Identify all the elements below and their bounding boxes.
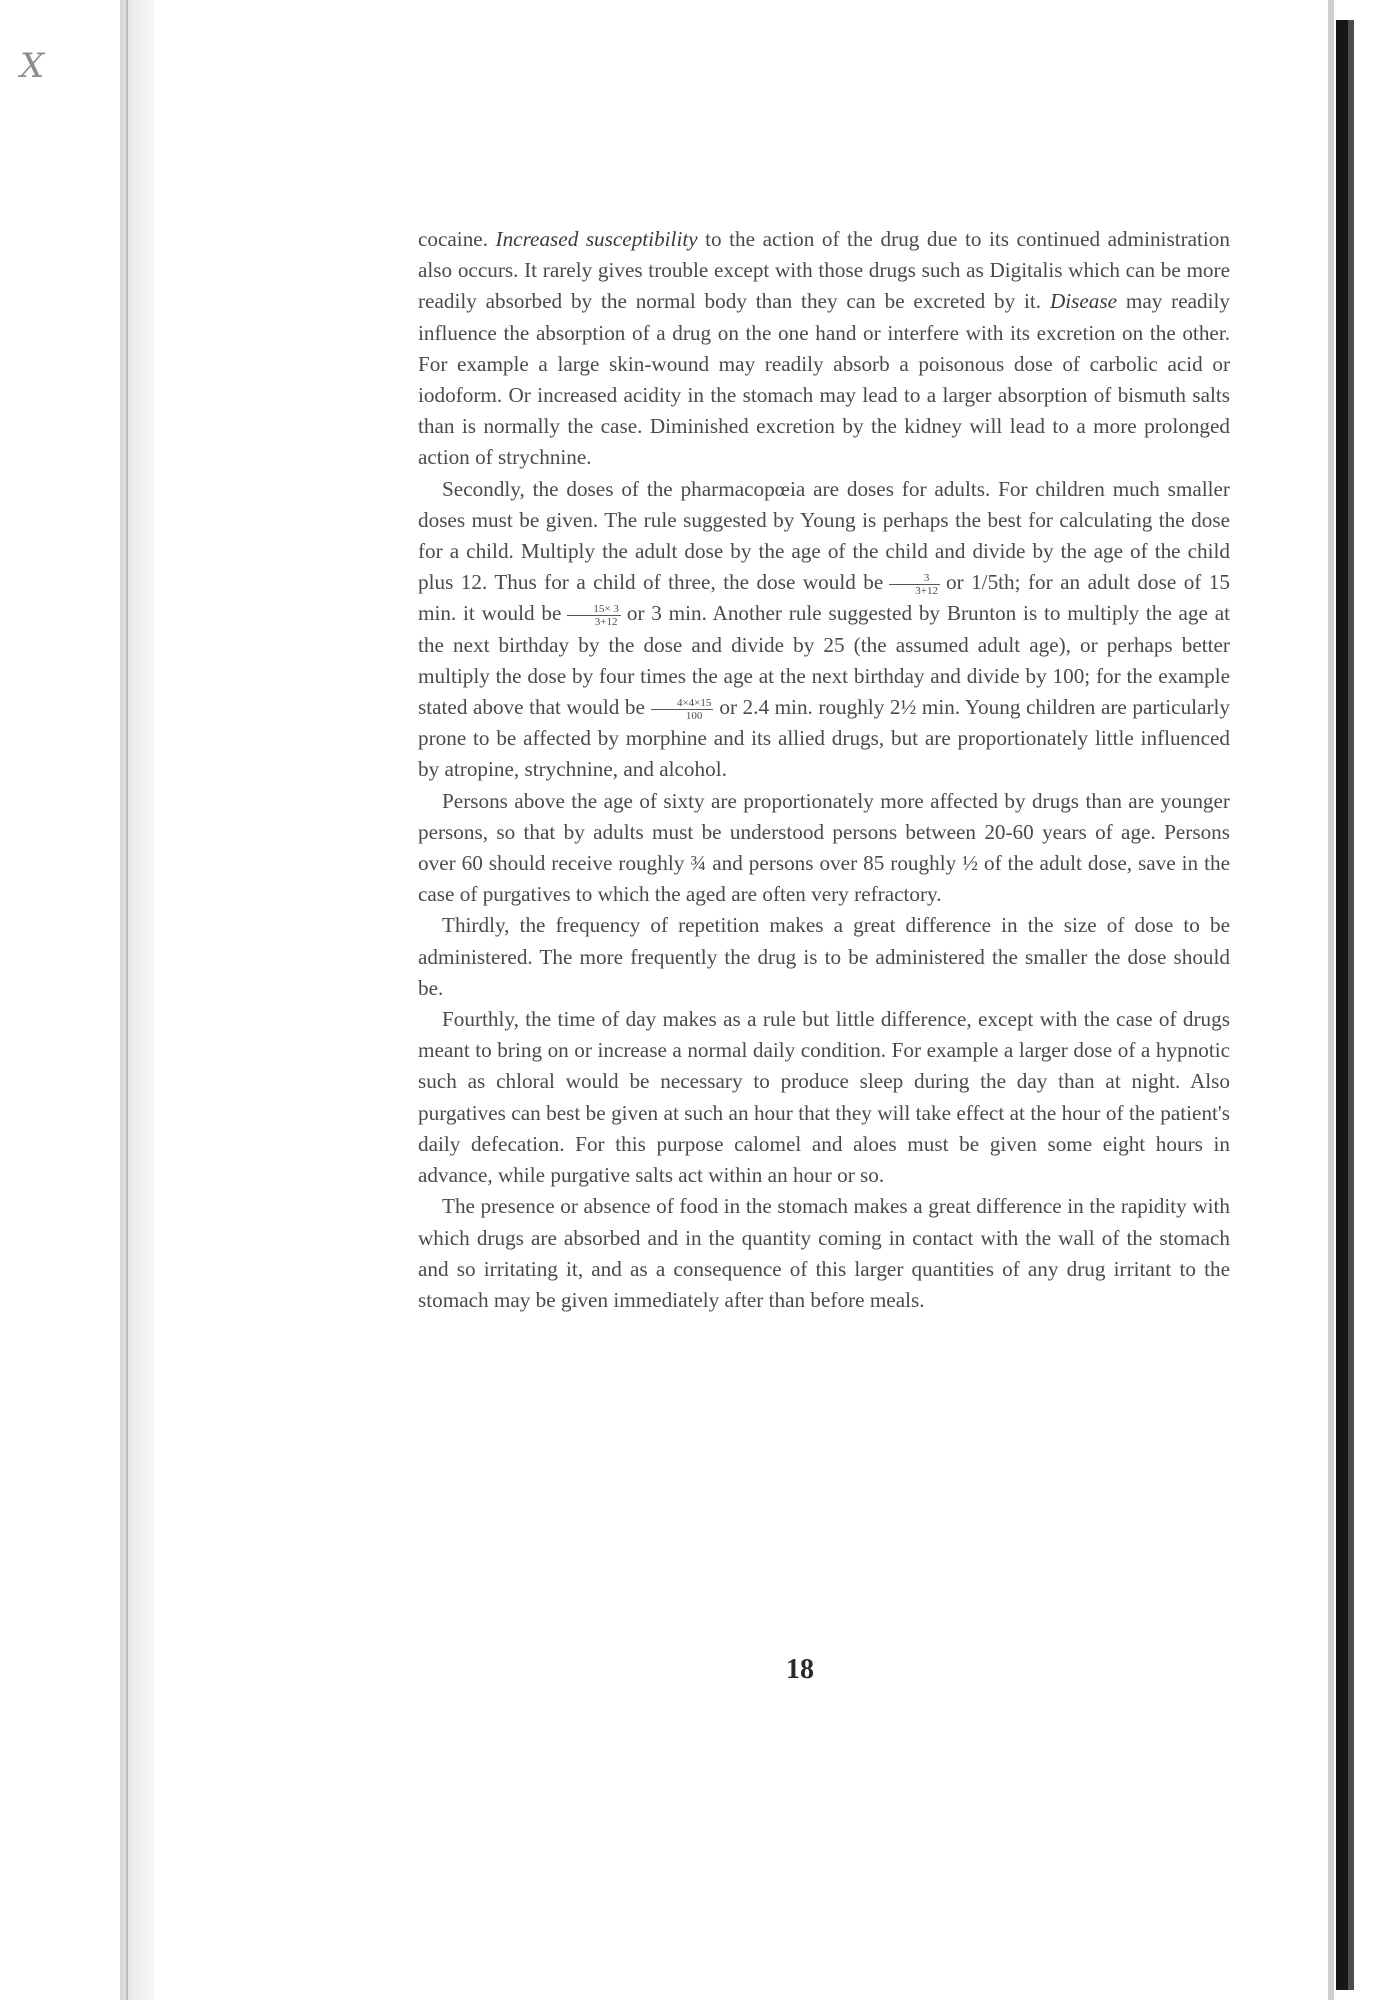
fraction bbox=[651, 697, 713, 722]
fraction-denominator: 3+12 bbox=[915, 584, 938, 597]
paragraph-6: The presence or absence of food in the stomach makes a great difference in the rapidity with which drugs are absorbed and in the quantity coming in contact with the wall of the stomach and so irritating it, and as a consequence of this larger quantities of any drug irritant to the stomach may be given immediately after than before meals. bbox=[418, 1194, 1230, 1312]
fraction-numerator: 15× 3 bbox=[567, 603, 620, 616]
fraction bbox=[567, 603, 620, 628]
fraction bbox=[889, 572, 940, 597]
text-run: or 1/5th; for an adult dose of 15 min. it would be bbox=[418, 570, 1230, 626]
page-edge bbox=[1328, 0, 1334, 2000]
text-run: Secondly, the doses of the pharmacopœia are doses for adults. For children much smaller doses must be given. The rule suggested by Young is perhaps the best for calculating the dose for a child. Multiply the adult dose by the age of the child and divide by the age of the child plus 12. Thus for a child of three, the dose would be bbox=[418, 476, 1230, 595]
paragraph-3: Persons above the age of sixty are proportionately more affected by drugs than are younger persons, so that by adults must be understood persons between 20-60 years of age. Persons over 60 should receive roughly ¾ and persons over 85 roughly ½ of the adult dose, save in the case of purgatives to which the aged are often very refractory. bbox=[418, 788, 1230, 907]
paragraph-5: Fourthly, the time of day makes as a rule but little difference, except with the case of drugs meant to bring on or increase a normal daily condition. For example a larger dose of a hypnotic such as chloral would be necessary to produce sleep during the day than at night. Also purgatives can best be given at such an hour that they will take effect at the hour of the patient's daily defecation. For this purpose calomel and aloes must be given some eight hours in advance, while purgative salts act within an hour or so. bbox=[418, 1007, 1230, 1188]
scan-border bbox=[1336, 20, 1354, 1990]
text-run: or 2.4 min. roughly 2½ min. Young children are particularly prone to be affected by morphine and its allied drugs, but are proportionately little influenced by atropine, strychnine, and alcohol. bbox=[418, 695, 1231, 782]
body-text bbox=[418, 224, 1230, 1316]
paragraph-4: Thirdly, the frequency of repetition makes a great difference in the size of dose to be administered. The more frequently the drug is to be administered the smaller the dose should be. bbox=[418, 913, 1230, 1000]
text-run: or 3 min. Another rule suggested by Brunton is to multiply the age at the next birthday by the dose and divide by 25 (the assumed adult age), or perhaps better multiply the dose by four times the age at the next birthday and divide by 100; for the example stated above that would be bbox=[418, 601, 1230, 720]
italic-term: Disease bbox=[1049, 289, 1118, 314]
fraction-numerator: 4×4×15 bbox=[651, 697, 713, 710]
italic-term: Increased susceptibility bbox=[495, 227, 698, 251]
fraction-denominator: 100 bbox=[685, 709, 703, 722]
paragraph-2 bbox=[418, 474, 1230, 786]
text-run: may readily influence the absorption of a drug on the one hand or interfere with its excretion on the other. For example a large skin-wound may readily absorb a poisonous dose of carbolic acid or iodoform. Or increased acidity in the stomach may lead to a larger absorption of bismuth salts than is normally the case. Diminished excretion by the kidney will lead to a more prolonged action of strychnine. bbox=[418, 289, 1231, 470]
page-number: 18 bbox=[786, 1654, 814, 1685]
text-run: to the action of the drug due to its continued administration also occurs. It rarely gives trouble except with those drugs such as Digitalis which can be more readily absorbed by the normal body than they can be excreted by it. bbox=[418, 227, 1230, 314]
text-run: cocaine. bbox=[418, 227, 488, 251]
fraction-numerator: 3 bbox=[889, 572, 940, 585]
fraction-denominator: 3+12 bbox=[594, 616, 618, 629]
binding-shadow bbox=[120, 0, 154, 2000]
margin-mark: X bbox=[20, 46, 45, 86]
paragraph-1 bbox=[418, 224, 1230, 474]
